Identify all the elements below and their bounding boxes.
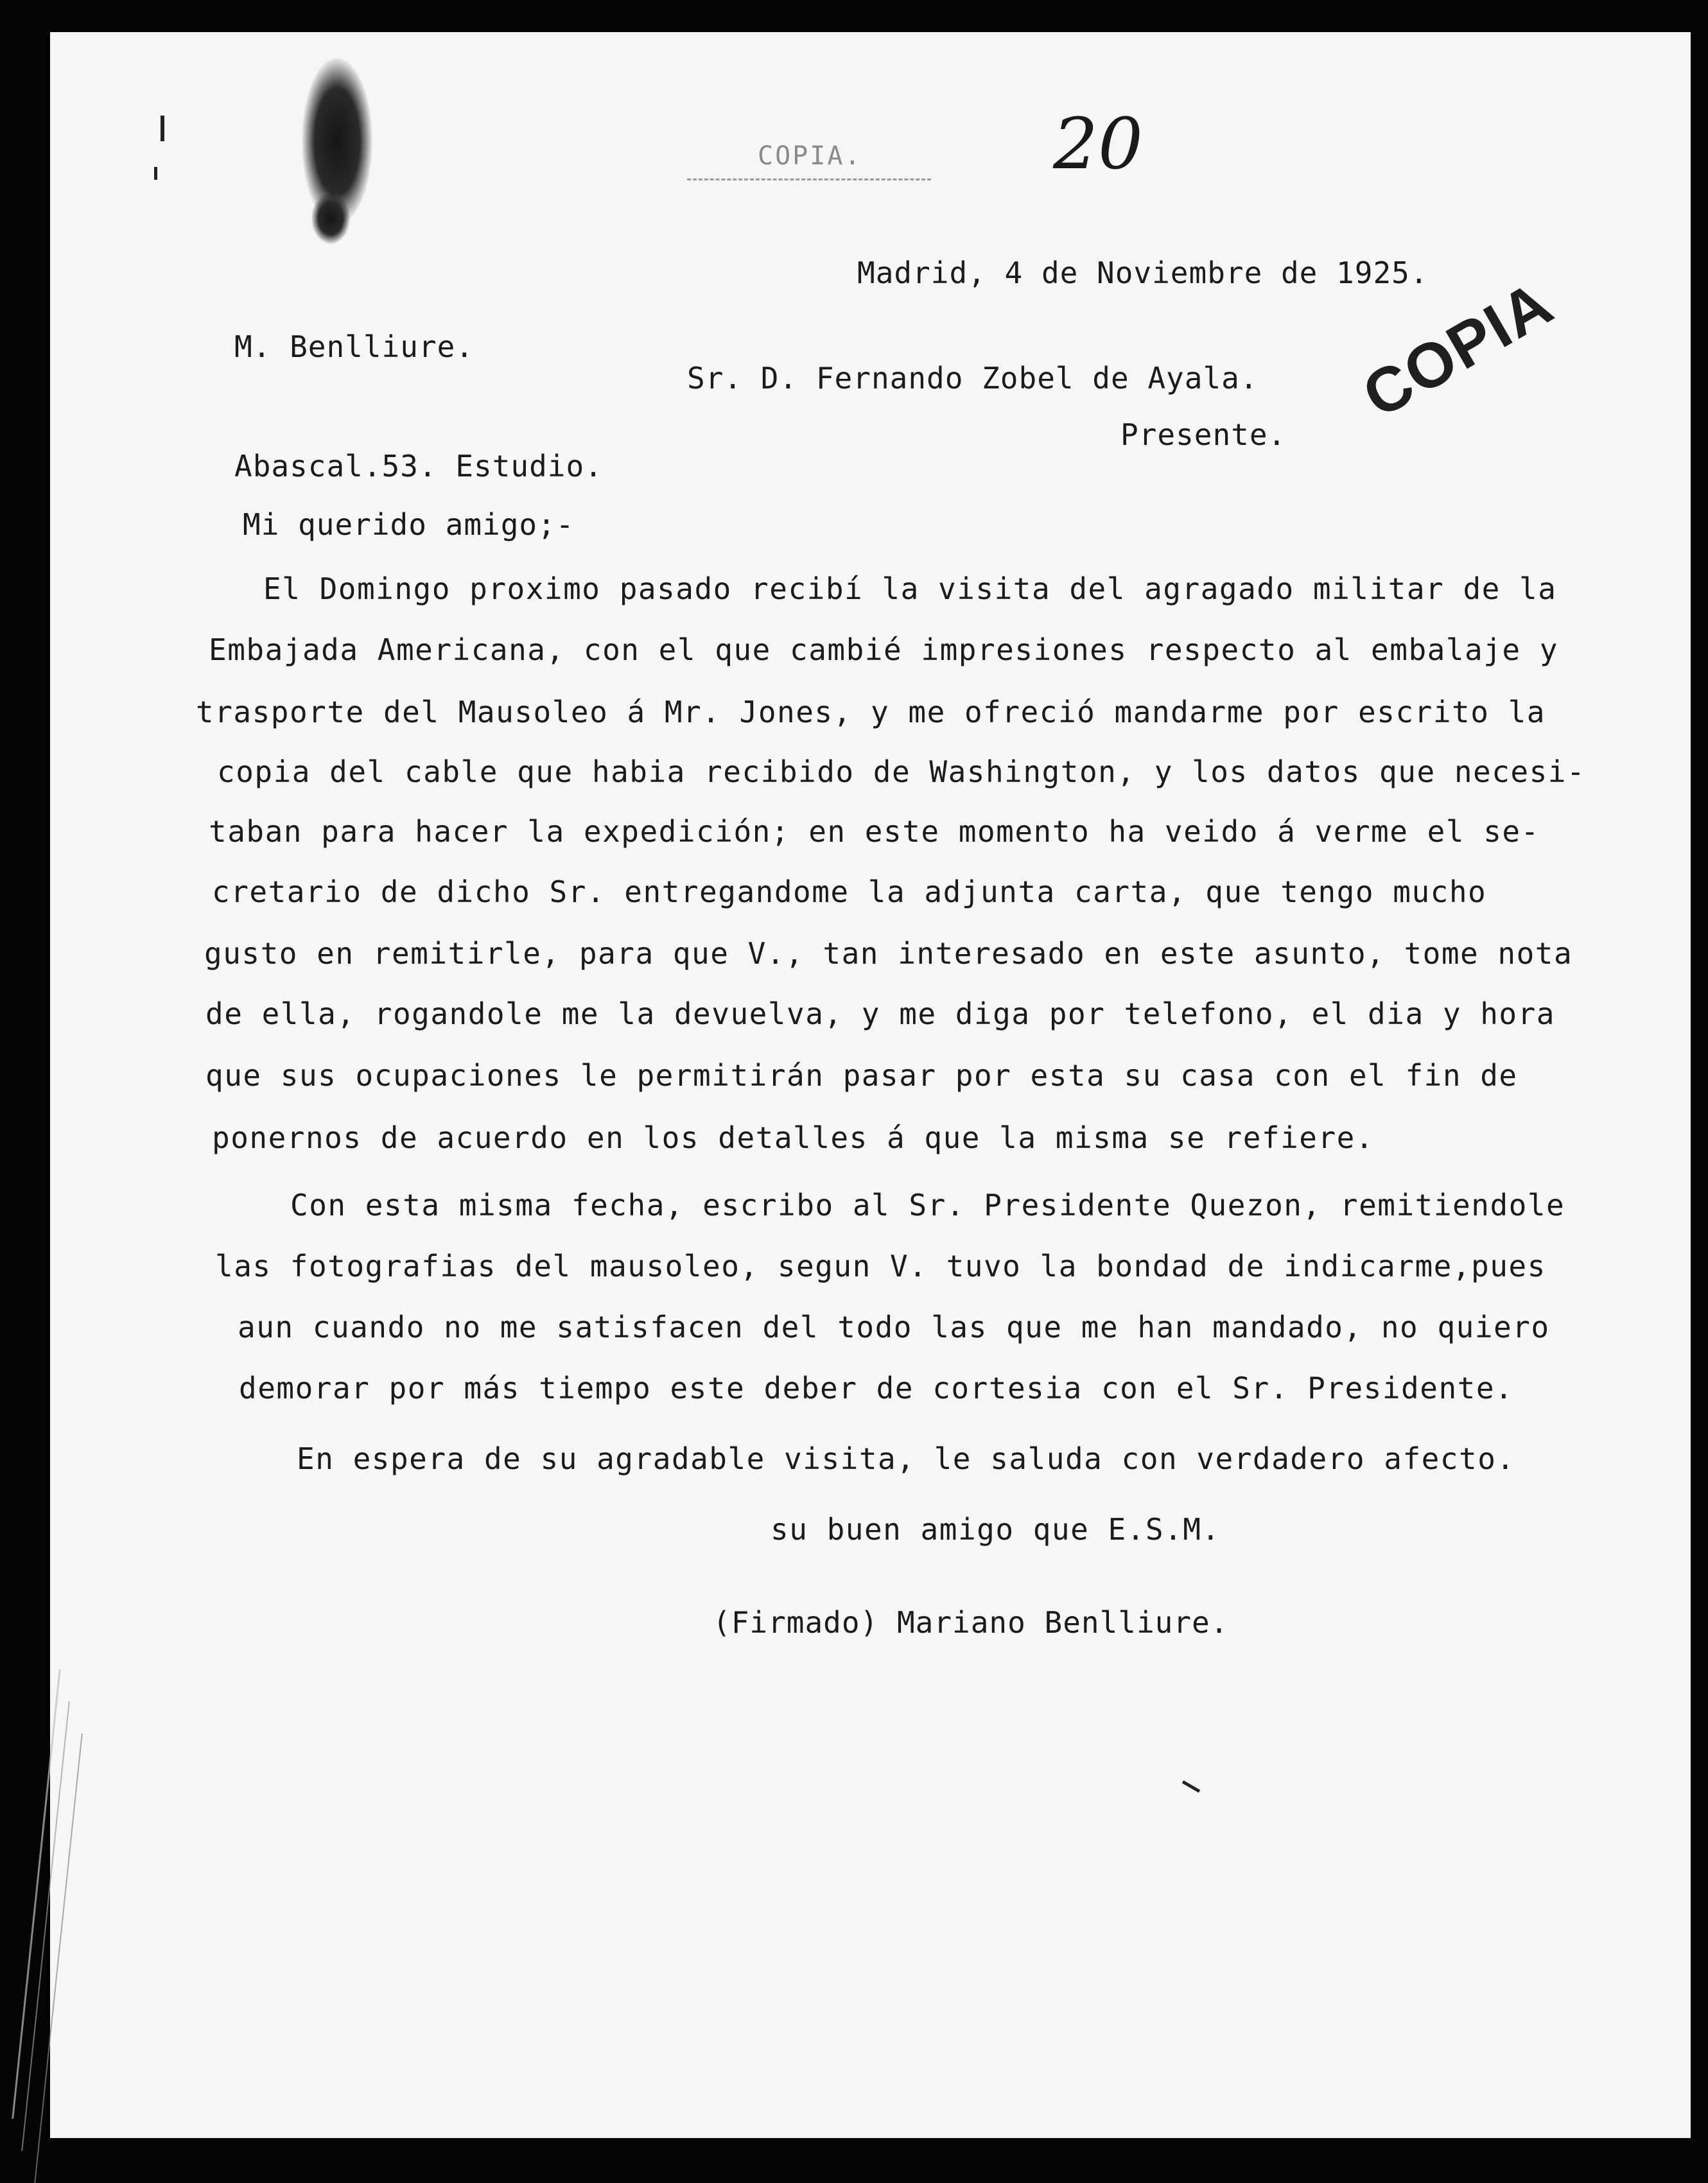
body-line: que sus ocupaciones le permitirán pasar por esta su casa con el fin de — [205, 1058, 1518, 1093]
ink-blot — [311, 193, 350, 244]
body-line: de ella, rogandole me la devuelva, y me diga por telefono, el dia y hora — [205, 996, 1555, 1031]
body-line: las fotografias del mausoleo, segun V. tuvo la bondad de indicarme,pues — [215, 1249, 1546, 1283]
body-line: En espera de su agradable visita, le saluda con verdadero afecto. — [297, 1441, 1515, 1476]
body-line: El Domingo proximo pasado recibí la visita del agragado militar de la — [263, 571, 1557, 606]
ink-speck — [161, 116, 164, 141]
body-line: demorar por más tiempo este deber de cortesia con el Sr. Presidente. — [239, 1371, 1514, 1405]
copia-stamp: COPIA — [1351, 266, 1565, 431]
copia-header: COPIA. — [758, 141, 862, 171]
copia-underline — [687, 178, 931, 180]
sender-name: M. Benlliure. — [234, 329, 475, 364]
body-line: taban para hacer la expedición; en este momento ha veido á verme el se- — [209, 814, 1540, 849]
sender-address: Abascal.53. Estudio. — [234, 449, 603, 483]
ink-speck — [154, 167, 157, 180]
body-line: Embajada Americana, con el que cambié impresiones respecto al embalaje y — [209, 632, 1558, 667]
body-line: copia del cable que habia recibido de Washington, y los datos que necesi- — [217, 754, 1586, 789]
recipient-name: Sr. D. Fernando Zobel de Ayala. — [687, 361, 1259, 396]
salutation: Mi querido amigo;- — [243, 507, 575, 542]
sender-block — [234, 247, 603, 526]
page-number: 20 — [1053, 103, 1143, 185]
body-line: trasporte del Mausoleo á Mr. Jones, y me ofreció mandarme por escrito la — [196, 695, 1546, 729]
closing-line: su buen amigo que E.S.M. — [771, 1512, 1221, 1547]
body-line: Con esta misma fecha, escribo al Sr. Presidente Quezon, remitiendole — [290, 1188, 1565, 1222]
body-line: gusto en remitirle, para que V., tan interesado en este asunto, tome nota — [204, 936, 1573, 971]
body-line: ponernos de acuerdo en los detalles á que la misma se refiere. — [212, 1120, 1375, 1155]
letter-date: Madrid, 4 de Noviembre de 1925. — [857, 256, 1429, 290]
body-line: cretario de dicho Sr. entregandome la adjunta carta, que tengo mucho — [212, 874, 1487, 909]
recipient-presente: Presente. — [1120, 417, 1287, 452]
body-line: aun cuando no me satisfacen del todo las que me han mandado, no quiero — [238, 1310, 1550, 1344]
signature: (Firmado) Mariano Benlliure. — [713, 1605, 1229, 1640]
